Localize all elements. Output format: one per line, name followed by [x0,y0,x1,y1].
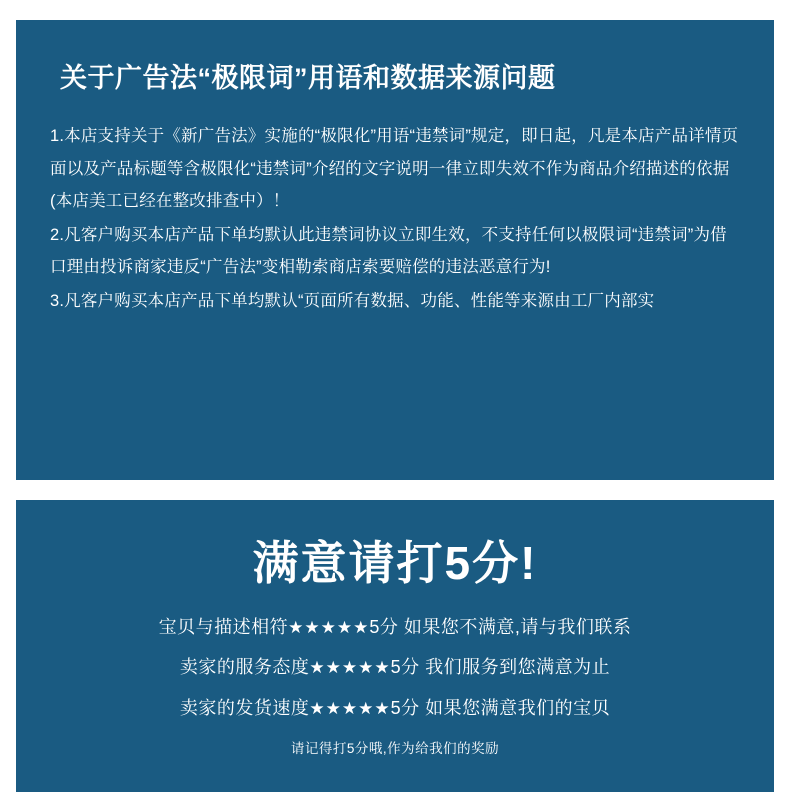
notice-paragraph-1: 1.本店支持关于《新广告法》实施的“极限化”用语“违禁词”规定，即日起，凡是本店产品详情页面以及产品标题等含极限化“违禁词”介绍的文字说明一律立即失效不作为商品介绍描述的依据(本店美工已经在整改排查中）！ [50,127,739,210]
notice-paragraph-2: 2.凡客户购买本店产品下单均默认此违禁词协议立即生效，不支持任何以极限词“违禁词”为借口理由投诉商家违反“广告法”变相勒索商店索要赔偿的违法恶意行为! [50,225,727,277]
notice-title: 关于广告法“极限词”用语和数据来源问题 [60,63,556,93]
rating-row [36,694,754,723]
rating-row-label: 卖家的服务态度 [179,657,310,678]
rating-request-panel [16,500,774,792]
rating-row-tail: 我们服务到您满意为止 [425,657,611,678]
rating-row-tail: 如果您满意我们的宝贝 [425,698,611,719]
rating-title: 满意请打5分! [252,537,538,589]
rating-row-score: 5分 [369,616,399,637]
rating-row-label: 卖家的发货速度 [179,698,310,719]
advertising-law-notice-panel [16,20,774,480]
star-icon-group: ★★★★★ [309,658,391,678]
rating-row-label: 宝贝与描述相符 [158,616,289,637]
rating-row [36,653,754,682]
rating-row [36,613,754,642]
rating-row-tail: 如果您不满意,请与我们联系 [403,616,632,637]
star-icon-group: ★★★★★ [288,617,370,637]
rating-row-score: 5分 [390,698,420,719]
rating-footer-note: 请记得打5分哦,作为给我们的奖励 [290,740,500,756]
star-icon-group: ★★★★★ [309,699,391,719]
notice-paragraph-3: 3.凡客户购买本店产品下单均默认“页面所有数据、功能、性能等来源由工厂内部实 [50,292,655,311]
rating-row-score: 5分 [390,657,420,678]
